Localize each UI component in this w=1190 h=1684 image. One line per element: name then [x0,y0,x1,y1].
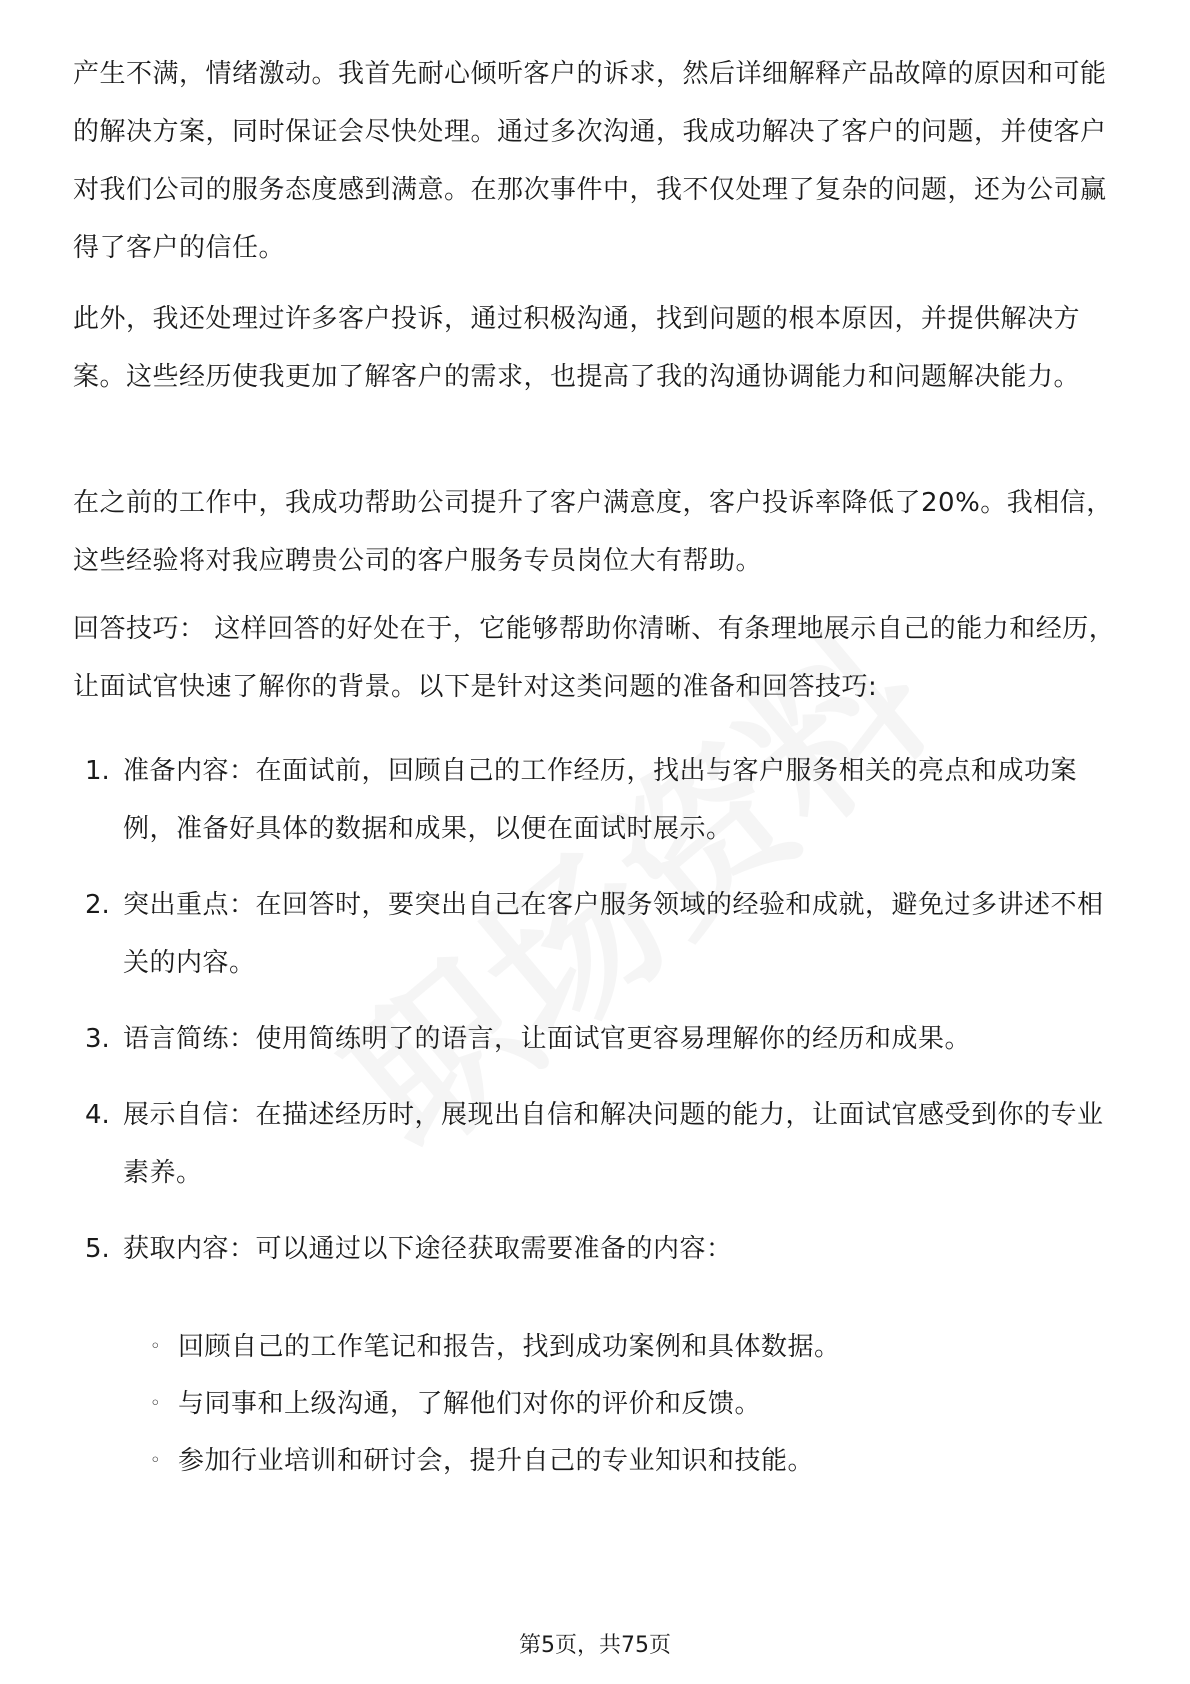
bullet-text: 与同事和上级沟通，了解他们对你的评价和反馈。 [178,1389,762,1419]
list-number: 3. [85,1024,110,1054]
bullet-circle-icon: ◦ [150,1393,161,1414]
list-number: 4. [85,1100,110,1130]
paragraph-1: 产生不满，情绪激动。我首先耐心倾听客户的诉求，然后详细解释产品故障的原因和可能的解决方案，同时保证会尽快处理。通过多次沟通，我成功解决了客户的问题，并使客户对我们公司的服务态度感到满意。在那次事件中，我不仅处理了复杂的问题，还为公司赢得了客户的信任。 [73,59,1107,263]
list-text: 展示自信：在描述经历时，展现出自信和解决问题的能力，让面试官感受到你的专业素养。 [123,1100,1104,1188]
list-number: 2. [85,890,110,920]
bullet-text: 参加行业培训和研讨会，提升自己的专业知识和技能。 [178,1446,815,1476]
paragraph-3: 在之前的工作中，我成功帮助公司提升了客户满意度，客户投诉率降低了20%。我相信，这些经验将对我应聘贵公司的客户服务专员岗位大有帮助。 [73,488,1113,576]
bullet-circle-icon: ◦ [150,1336,161,1357]
list-text: 准备内容：在面试前，回顾自己的工作经历，找出与客户服务相关的亮点和成功案例，准备好具体的数据和成果，以便在面试时展示。 [123,756,1078,844]
bullet-circle-icon: ◦ [150,1450,161,1471]
list-number: 1. [85,756,110,786]
paragraph-answer-tips: 回答技巧： 这样回答的好处在于，它能够帮助你清晰、有条理地展示自己的能力和经历，让面试官快速了解你的背景。以下是针对这类问题的准备和回答技巧: [73,614,1116,702]
list-text: 突出重点：在回答时，要突出自己在客户服务领域的经验和成就，避免过多讲述不相关的内容。 [123,890,1104,978]
list-text: 语言简练：使用简练明了的语言，让面试官更容易理解你的经历和成果。 [123,1024,972,1054]
list-text: 获取内容：可以通过以下途径获取需要准备的内容： [123,1234,733,1264]
list-number: 5. [85,1234,110,1264]
paragraph-2: 此外，我还处理过许多客户投诉，通过积极沟通，找到问题的根本原因，并提供解决方案。这些经历使我更加了解客户的需求，也提高了我的沟通协调能力和问题解决能力。 [73,304,1081,392]
page-number-footer: 第5页，共75页 [519,1633,671,1658]
bullet-text: 回顾自己的工作笔记和报告，找到成功案例和具体数据。 [178,1332,841,1362]
